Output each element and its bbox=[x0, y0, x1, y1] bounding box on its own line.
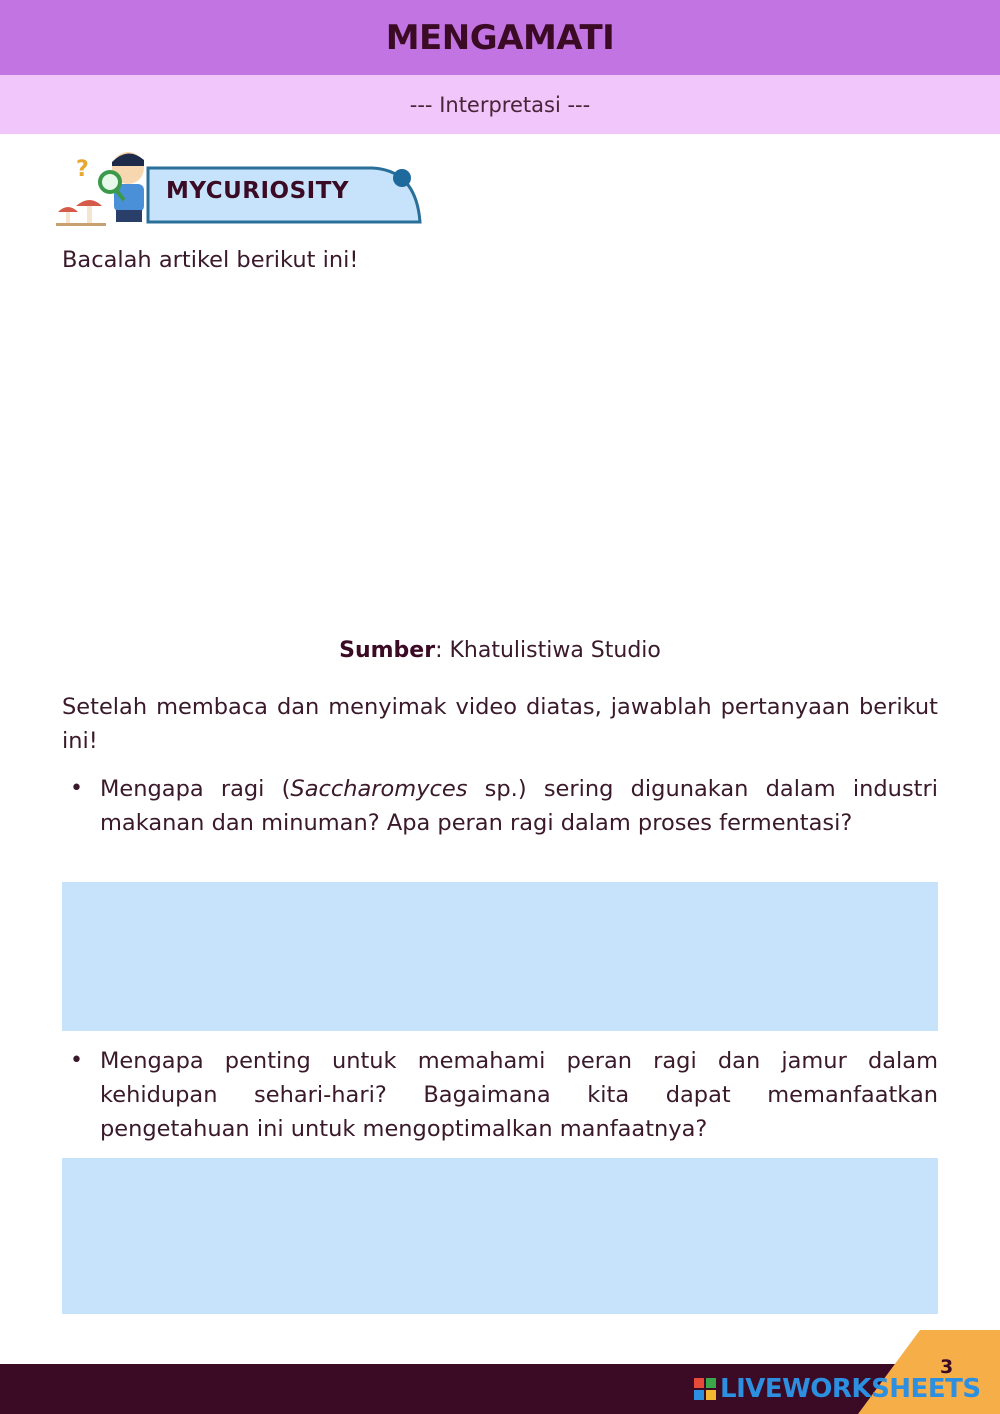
answer-box-1[interactable] bbox=[62, 882, 938, 1031]
source-label: Sumber bbox=[339, 638, 436, 663]
question-2 bbox=[100, 1044, 938, 1146]
header-bar bbox=[0, 0, 1000, 75]
section-badge bbox=[56, 146, 428, 230]
question-1-species: Saccharomyces bbox=[290, 776, 468, 802]
question-1 bbox=[100, 772, 938, 840]
boy-magnifier-icon bbox=[76, 152, 146, 226]
page-title: MENGAMATI bbox=[385, 17, 615, 58]
svg-text:?: ? bbox=[76, 157, 89, 182]
page-number: 3 bbox=[940, 1356, 954, 1378]
page-subtitle: --- Interpretasi --- bbox=[409, 92, 591, 117]
question-1-text-start: Mengapa ragi ( bbox=[100, 776, 291, 802]
source-credit bbox=[0, 638, 1000, 663]
instruction-text: Setelah membaca dan menyimak video diatas, jawablah pertanyaan berikut ini! bbox=[62, 694, 938, 754]
source-value: : Khatulistiwa Studio bbox=[435, 638, 661, 663]
mushroom-icon bbox=[56, 200, 106, 226]
answer-box-2[interactable] bbox=[62, 1158, 938, 1314]
subheader-bar bbox=[0, 75, 1000, 134]
question-2-text: Mengapa penting untuk memahami peran ragi dan jamur dalam kehidupan sehari-hari? Bagaimana kita dapat memanfaatkan pengetahuan ini untuk mengoptimalkan manfaatnya? bbox=[100, 1048, 938, 1142]
section-badge-label: MYCURIOSITY bbox=[166, 178, 350, 204]
liveworksheets-logo-icon bbox=[694, 1378, 716, 1400]
intro-text: Bacalah artikel berikut ini! bbox=[62, 247, 359, 273]
question-1-text-end: sp.) sering digunakan dalam industri makanan dan minuman? Apa peran ragi dalam proses fermentasi? bbox=[100, 776, 938, 836]
brand-watermark[interactable] bbox=[694, 1374, 981, 1404]
brand-text: LIVEWORKSHEETS bbox=[720, 1374, 981, 1404]
